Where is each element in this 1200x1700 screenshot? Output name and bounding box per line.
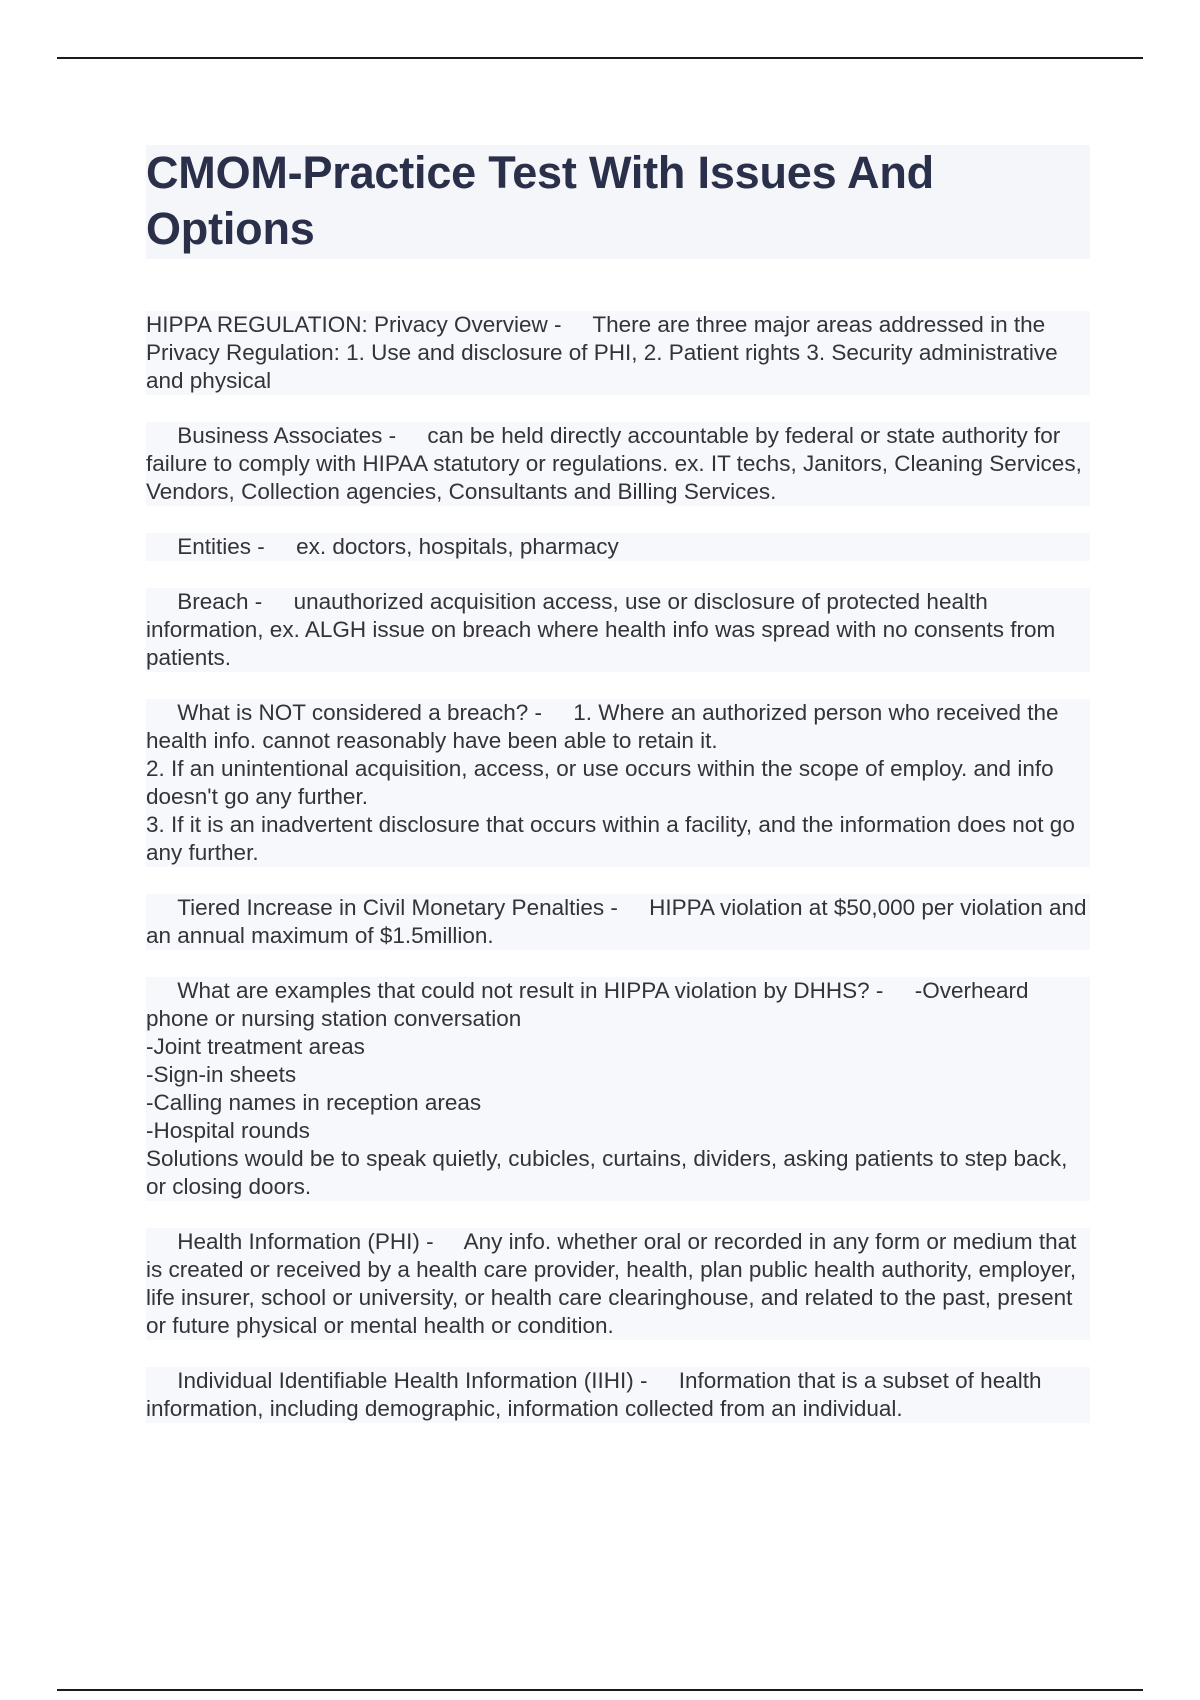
- qa-entry: [146, 422, 1090, 506]
- top-rule: [57, 57, 1143, 59]
- entry-term: Entities -: [177, 534, 265, 559]
- entry-term: HIPPA REGULATION: Privacy Overview -: [146, 312, 562, 337]
- bottom-rule: [57, 1689, 1143, 1691]
- entry-term: Business Associates -: [177, 423, 397, 448]
- document-body: [146, 145, 1093, 1450]
- entry-definition-line: 3. If it is an inadvertent disclosure that occurs within a facility, and the information does not go any further.: [146, 812, 1082, 865]
- qa-entry: [146, 699, 1090, 867]
- qa-entry: [146, 1367, 1090, 1423]
- entry-definition: There are three major areas addressed in the Privacy Regulation: 1. Use and disclosure of PHI, 2. Patient rights 3. Security administrative and physical: [146, 312, 1064, 393]
- entry-definition-line: -Sign-in sheets: [146, 1062, 297, 1087]
- entry-definition: unauthorized acquisition access, use or disclosure of protected health information, ex. ALGH issue on breach where health info was spread with no consents from patients.: [146, 589, 1062, 670]
- entry-definition: Information that is a subset of health information, including demographic, information collected from an individual.: [146, 1368, 1048, 1421]
- qa-entry: [146, 977, 1090, 1201]
- entry-term: Health Information (PHI) -: [177, 1229, 434, 1254]
- entry-definition: ex. doctors, hospitals, pharmacy: [296, 534, 619, 559]
- title-box: [146, 145, 1090, 259]
- entry-term: What is NOT considered a breach? -: [177, 700, 543, 725]
- entry-definition-line: -Hospital rounds: [146, 1118, 310, 1143]
- entry-definition: Any info. whether oral or recorded in any form or medium that is created or received by a health care provider, health, plan public health authority, employer, life insurer, school or university, or health care clearinghouse, and related to the past, present or future physical or mental health or condition.: [146, 1229, 1083, 1338]
- entry-term: What are examples that could not result in HIPPA violation by DHHS? -: [177, 978, 884, 1003]
- entry-definition-line: 1. Where an authorized person who received the health info. cannot reasonably have been able to retain it.: [146, 700, 1065, 753]
- entry-definition-line: 2. If an unintentional acquisition, access, or use occurs within the scope of employ. and info doesn't go any further.: [146, 756, 1060, 809]
- qa-entry: [146, 533, 1090, 561]
- entry-definition: HIPPA violation at $50,000 per violation and an annual maximum of $1.5million.: [146, 895, 1093, 948]
- entry-definition-line: -Overheard phone or nursing station conversation: [146, 978, 1035, 1031]
- entry-definition-line: -Calling names in reception areas: [146, 1090, 482, 1115]
- entry-definition-line: -Joint treatment areas: [146, 1034, 365, 1059]
- entry-term: Individual Identifiable Health Information (IIHI) -: [177, 1368, 648, 1393]
- qa-entry: [146, 894, 1093, 950]
- qa-entry: [146, 311, 1090, 395]
- page-title: CMOM-Practice Test With Issues And Options: [146, 147, 934, 254]
- entry-term: Tiered Increase in Civil Monetary Penalties -: [177, 895, 618, 920]
- qa-entry: [146, 1228, 1090, 1340]
- qa-entry: [146, 588, 1090, 672]
- entry-definition-line: Solutions would be to speak quietly, cubicles, curtains, dividers, asking patients to step back, or closing doors.: [146, 1146, 1074, 1199]
- entry-definition: can be held directly accountable by federal or state authority for failure to comply with HIPAA statutory or regulations. ex. IT techs, Janitors, Cleaning Services, Vendors, Collection agencies, Consultants and Billing Services.: [146, 423, 1089, 504]
- entry-term: Breach -: [177, 589, 263, 614]
